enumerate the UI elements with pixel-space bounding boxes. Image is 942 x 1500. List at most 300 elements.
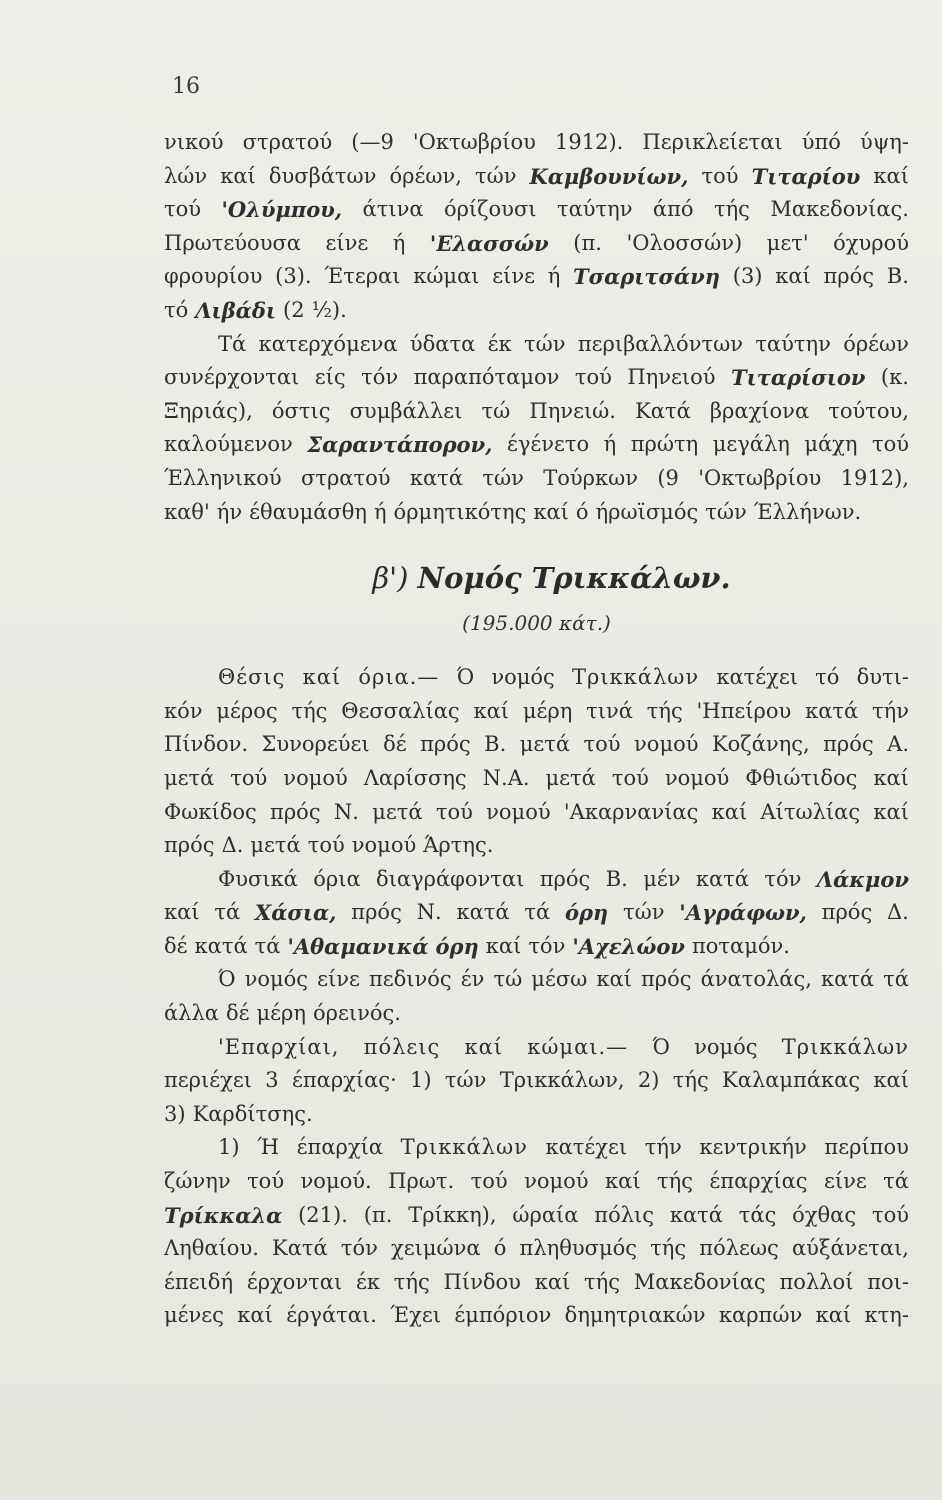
word: πεδινός: [368, 967, 452, 992]
word: στρατού: [301, 465, 391, 490]
text-line: [164, 863, 909, 897]
word: κατά: [409, 465, 463, 490]
word: Β.: [886, 264, 909, 289]
word: μέρος: [216, 698, 278, 723]
word: ½).: [311, 297, 347, 322]
word: τό: [164, 297, 189, 322]
word: μένες: [164, 1303, 224, 1328]
word: Ν.Α.: [482, 765, 530, 790]
word: Έλλήνων.: [753, 499, 862, 524]
word: Τρικκάλων: [781, 1034, 909, 1059]
text-line: [164, 1098, 909, 1132]
word: Θεσσαλίας: [341, 698, 460, 723]
text-line: [164, 462, 909, 496]
text-line: [164, 227, 909, 261]
word: καί: [534, 1269, 571, 1294]
word: έργάται.: [286, 1303, 377, 1328]
word: πρώτη: [630, 432, 699, 457]
word: 1912),: [840, 465, 909, 490]
word: πρός: [823, 732, 874, 757]
word: τών: [474, 163, 517, 188]
word: ταύτην: [556, 197, 633, 222]
word: 'Αθαμανικά: [287, 933, 429, 959]
word: ό: [493, 1236, 507, 1261]
text-line: [164, 796, 909, 830]
word: ήρωϊσμός: [595, 499, 699, 524]
text-line: [164, 1266, 909, 1300]
word: Τρικκάλων: [571, 665, 700, 690]
word: Σαραντάπορον,: [307, 432, 493, 458]
word: μέρη: [256, 1001, 306, 1026]
word: δυτι-: [856, 665, 909, 690]
word: πρός: [823, 264, 875, 289]
word: όρέων,: [389, 163, 462, 188]
word: πρός: [821, 900, 873, 925]
word: Τρικκάλων: [400, 1135, 528, 1160]
word: Κατά: [272, 1236, 328, 1261]
text-line: [164, 829, 909, 863]
word: 2): [637, 1068, 660, 1093]
word: Πίνδον.: [164, 732, 249, 757]
word: τήν: [644, 1135, 682, 1160]
text-line: [164, 997, 909, 1031]
word: καί: [711, 799, 748, 824]
word: τού: [611, 765, 649, 790]
word: Μακεδονίας.: [770, 197, 909, 222]
body-text: [164, 126, 909, 1333]
word: κατέχει: [545, 1135, 628, 1160]
section-title: Νομός Τρικκάλων.: [417, 561, 731, 596]
word: Αίτωλίας: [760, 799, 861, 824]
word: Πρωτ.: [388, 1169, 455, 1194]
word: άνατολάς,: [700, 967, 812, 992]
word: πληθυσμός: [519, 1236, 638, 1261]
word: κώμαι.—: [527, 1034, 629, 1059]
word: Πρωτεύουσα: [164, 230, 301, 255]
word: τού: [435, 799, 473, 824]
word: κατά: [669, 1202, 723, 1227]
word: αύξάνεται,: [791, 1236, 909, 1261]
word: τώ: [481, 398, 511, 423]
word: περίπου: [824, 1135, 909, 1160]
word: ζώνην: [164, 1169, 231, 1194]
word: έκ: [487, 331, 512, 356]
word: στρατού: [242, 130, 333, 154]
word: (9: [657, 465, 679, 490]
word: κατά: [695, 866, 749, 891]
word: έν: [460, 967, 485, 992]
word: πρός: [640, 967, 692, 992]
word: νομού: [664, 765, 730, 790]
word: καί: [873, 1068, 909, 1093]
text-line: [164, 496, 909, 530]
word: έθαυμάσθη: [249, 499, 367, 524]
word: (3).: [275, 264, 312, 289]
text-line: [164, 294, 909, 328]
word: Τιταρίσιον: [731, 365, 866, 391]
word: τάς: [738, 1202, 777, 1227]
word: τά: [883, 967, 909, 992]
word: τών: [482, 465, 524, 490]
text-line: [164, 930, 909, 964]
word: διαγράφονται: [376, 866, 525, 891]
word: κατά: [820, 967, 875, 992]
word: Πηνειού: [627, 365, 716, 390]
text-line: [164, 126, 909, 160]
word: είς: [314, 365, 346, 390]
word: Τρίκκη),: [408, 1202, 497, 1227]
word: (2: [283, 297, 305, 322]
word: τών: [705, 499, 747, 524]
word: όρμητικότης: [393, 499, 527, 524]
word: Ό: [218, 967, 236, 992]
word: Ν.: [416, 900, 442, 925]
word: καί: [220, 163, 256, 188]
word: τής: [650, 1236, 687, 1261]
text-line: [164, 1165, 909, 1199]
word: (π.: [363, 1202, 393, 1227]
text-line: [164, 395, 909, 429]
word: ήν: [216, 499, 243, 524]
word: Ό: [652, 1034, 670, 1059]
word: 1): [218, 1135, 240, 1160]
text-line: [164, 695, 909, 729]
word: όρια.—: [358, 665, 440, 690]
word: τού: [307, 833, 345, 858]
word: δυσβάτων: [268, 163, 377, 188]
paragraph: [164, 863, 909, 964]
word: Ξηριάς),: [164, 398, 253, 423]
word: ή: [392, 230, 406, 255]
word: Λιβάδι: [195, 297, 276, 323]
paragraph: [164, 1131, 909, 1333]
word: κατά: [194, 933, 248, 958]
word: Καλαμπάκας: [722, 1068, 861, 1093]
word: καί: [815, 1303, 852, 1328]
word: τού: [470, 1169, 508, 1194]
word: κατερχόμενα: [258, 331, 398, 356]
word: όρέων: [843, 331, 909, 356]
word: Πηνειώ.: [529, 398, 616, 423]
word: 'Ελασσών: [429, 230, 549, 256]
word: τής: [657, 1169, 693, 1194]
word: ταύτην: [755, 331, 831, 356]
word: Ό: [456, 665, 475, 690]
word: (π.: [573, 230, 602, 255]
paragraph: [164, 963, 909, 1030]
word: Συνορεύει: [261, 732, 370, 757]
word: έκ: [356, 1269, 381, 1294]
word: τά: [883, 1169, 909, 1194]
word: νομού: [524, 1169, 589, 1194]
paragraph: [164, 661, 909, 863]
word: Τούρκων: [543, 465, 638, 490]
word: τών: [444, 1068, 487, 1093]
word: Τρίκκαλα: [164, 1202, 283, 1228]
word: τόν: [340, 1236, 378, 1261]
word: Λαρίσσης: [363, 765, 467, 790]
text-line: [164, 328, 909, 362]
word: 'Οκτωβρίου: [698, 465, 822, 490]
word: Δ.: [221, 833, 244, 858]
word: καλούμενον: [164, 432, 293, 457]
word: καί: [237, 1303, 273, 1328]
word: ποταμόν.: [691, 933, 790, 958]
word: (κ.: [880, 365, 909, 390]
word: (—9: [351, 130, 394, 154]
word: τόν: [764, 866, 802, 891]
word: τής: [672, 1068, 709, 1093]
word: δέ: [383, 732, 407, 757]
word: μεγάλη: [712, 432, 790, 457]
word: τού: [574, 365, 612, 390]
word: καί: [533, 499, 569, 524]
word: άλλα: [164, 1001, 219, 1026]
word: όρίζουσι: [443, 197, 537, 222]
word: μάχη: [804, 432, 858, 457]
word: (21).: [298, 1202, 348, 1227]
word: τού: [871, 1202, 909, 1227]
word: καί: [605, 1169, 641, 1194]
word: μέσω: [531, 967, 588, 992]
word: Δ.: [887, 900, 909, 925]
word: Ληθαίου.: [164, 1236, 259, 1261]
word: τού: [871, 432, 909, 457]
text-line: [164, 896, 909, 930]
paragraph: [164, 1031, 909, 1132]
word: (3): [732, 264, 763, 289]
word: δημητριακών: [564, 1303, 706, 1328]
word: καί: [873, 765, 909, 790]
word: Β.: [605, 866, 628, 891]
word: ή: [373, 499, 387, 524]
word: όχθας: [792, 1202, 857, 1227]
word: περιέχει: [164, 1068, 252, 1093]
word: Φυσικά: [218, 866, 298, 891]
word: τού: [230, 765, 268, 790]
word: ό: [575, 499, 589, 524]
word: κώμαι: [413, 264, 480, 289]
word: έπειδή: [164, 1269, 234, 1294]
word: Έλληνικού: [164, 465, 282, 490]
word: νομός: [244, 967, 309, 992]
page-number: 16: [172, 74, 200, 99]
word: έπαρχίας: [709, 1169, 808, 1194]
word: Κατά: [635, 398, 691, 423]
word: κατά: [456, 900, 510, 925]
word: κεντρικήν: [699, 1135, 807, 1160]
word: καί: [473, 698, 510, 723]
word: τινά: [586, 698, 633, 723]
word: μετά: [250, 833, 301, 858]
text-line: [164, 1232, 909, 1266]
word: τού: [247, 1169, 285, 1194]
word: τού: [701, 163, 739, 188]
word: καί: [775, 264, 811, 289]
word: τόν: [361, 365, 399, 390]
text-line: [164, 1199, 909, 1233]
word: όστις: [271, 398, 331, 423]
word: Άρτης.: [423, 833, 494, 858]
word: Πίνδου: [443, 1269, 521, 1294]
word: καί: [302, 665, 342, 690]
word: μέρη: [522, 698, 573, 723]
word: καί: [873, 163, 909, 188]
word: πόλεις: [363, 1034, 441, 1059]
word: Περικλείεται: [642, 130, 783, 154]
word: άπό: [652, 197, 694, 222]
word: τών: [622, 900, 665, 925]
word: Τιταρίου: [751, 163, 861, 189]
word: νομός: [491, 665, 555, 690]
word: πόλεως: [699, 1236, 779, 1261]
word: νομού: [351, 833, 417, 858]
word: τά: [254, 933, 281, 958]
word: μετά: [545, 765, 596, 790]
word: κατά: [805, 698, 859, 723]
text-line: [164, 361, 909, 395]
word: πρός: [270, 799, 321, 824]
word: μετά: [164, 765, 215, 790]
word: Καρδίτσης.: [192, 1101, 313, 1126]
word: Τσαριτσάνη: [573, 264, 721, 290]
word: τά: [214, 900, 241, 925]
word: Φθιώτιδος: [745, 765, 858, 790]
word: 3): [164, 1101, 186, 1126]
word: Έτεραι: [324, 264, 401, 289]
text-line: [164, 160, 909, 194]
word: έρχονται: [246, 1269, 343, 1294]
word: μετά: [372, 799, 423, 824]
word: 'Αχελώον: [572, 933, 685, 959]
section-number: β'): [372, 561, 409, 596]
word: όρια: [313, 866, 361, 891]
word: ύπό: [801, 130, 841, 154]
word: είνε: [317, 967, 360, 992]
word: νομού.: [300, 1169, 372, 1194]
word: ποι-: [867, 1269, 909, 1294]
word: έπαρχίας·: [291, 1068, 397, 1093]
word: έπαρχία: [296, 1135, 383, 1160]
word: πρός: [351, 900, 402, 925]
word: Θέσις: [218, 665, 286, 690]
word: κτη-: [864, 1303, 909, 1328]
word: είνε: [492, 264, 535, 289]
word: χειμώνα: [391, 1236, 481, 1261]
word: τού: [583, 732, 621, 757]
word: τήν: [872, 698, 909, 723]
word: πρός: [420, 732, 471, 757]
text-line: [164, 661, 909, 695]
section-area: (195.000 κάτ.): [462, 611, 611, 636]
text-line: [164, 428, 909, 462]
word: καί: [596, 967, 632, 992]
word: Έχει: [390, 1303, 441, 1328]
word: νομού: [283, 765, 348, 790]
word: πρός: [164, 833, 215, 858]
word: Λάκμον: [816, 866, 909, 892]
word: τής: [291, 698, 328, 723]
word: Χάσια,: [254, 900, 337, 926]
word: όχυρού: [833, 230, 909, 255]
word: Μακεδονίας: [633, 1269, 766, 1294]
text-line: [164, 728, 909, 762]
text-line: [164, 1031, 909, 1065]
word: 'Επαρχίαι,: [218, 1034, 340, 1059]
word: κατέχει: [716, 665, 798, 690]
word: συνέρχονται: [164, 365, 300, 390]
word: 1): [410, 1068, 432, 1093]
word: παραπόταμον: [413, 365, 560, 390]
word: καθ': [164, 499, 210, 524]
word: νομού: [634, 732, 699, 757]
word: 3: [265, 1068, 279, 1093]
word: τής: [713, 197, 750, 222]
word: τό: [815, 665, 840, 690]
word: ύδατα: [409, 331, 476, 356]
word: μετά: [519, 732, 571, 757]
text-line: [164, 193, 909, 227]
word: ή: [547, 264, 561, 289]
paragraph: [164, 328, 909, 530]
word: καί: [164, 900, 200, 925]
word: καρπών: [718, 1303, 803, 1328]
word: περιβαλλόντων: [577, 331, 743, 356]
word: πόλις: [594, 1202, 655, 1227]
word: όρη: [564, 900, 609, 926]
word: τής: [646, 698, 683, 723]
word: καί: [873, 799, 909, 824]
word: φρουρίου: [164, 264, 263, 289]
word: 'Αγράφων,: [679, 900, 807, 926]
word: τά: [524, 900, 551, 925]
word: Καμβουνίων,: [529, 163, 689, 189]
word: έμπόριον: [454, 1303, 552, 1328]
word: τούτου,: [828, 398, 909, 423]
word: τής: [393, 1269, 430, 1294]
word: δέ: [225, 1001, 250, 1026]
word: συμβάλλει: [349, 398, 463, 423]
word: καί: [485, 933, 522, 958]
word: όρη: [435, 933, 479, 959]
word: 'Ολύμπου,: [221, 197, 343, 223]
word: καί: [464, 1034, 504, 1059]
word: λών: [164, 163, 208, 188]
word: τόν: [528, 933, 566, 958]
word: έγένετο: [506, 432, 590, 457]
word: τού: [164, 197, 202, 222]
text-line: [164, 762, 909, 796]
word: Β.: [484, 732, 507, 757]
word: τώ: [493, 967, 523, 992]
word: 1912).: [555, 130, 624, 154]
word: τών: [523, 331, 566, 356]
word: Φωκίδος: [164, 799, 257, 824]
word: Κοζάνης,: [711, 732, 810, 757]
word: Α.: [887, 732, 909, 757]
word: Ή: [257, 1135, 280, 1160]
word: μετ': [766, 230, 809, 255]
word: είνε: [823, 1169, 867, 1194]
word: νομού: [486, 799, 551, 824]
word: όρεινός.: [312, 1001, 401, 1026]
word: ύψη-: [860, 130, 909, 154]
word: νομός: [694, 1034, 758, 1059]
word: ή: [603, 432, 617, 457]
paragraph: [164, 126, 909, 328]
word: πολλοί: [779, 1269, 854, 1294]
word: μέν: [643, 866, 681, 891]
